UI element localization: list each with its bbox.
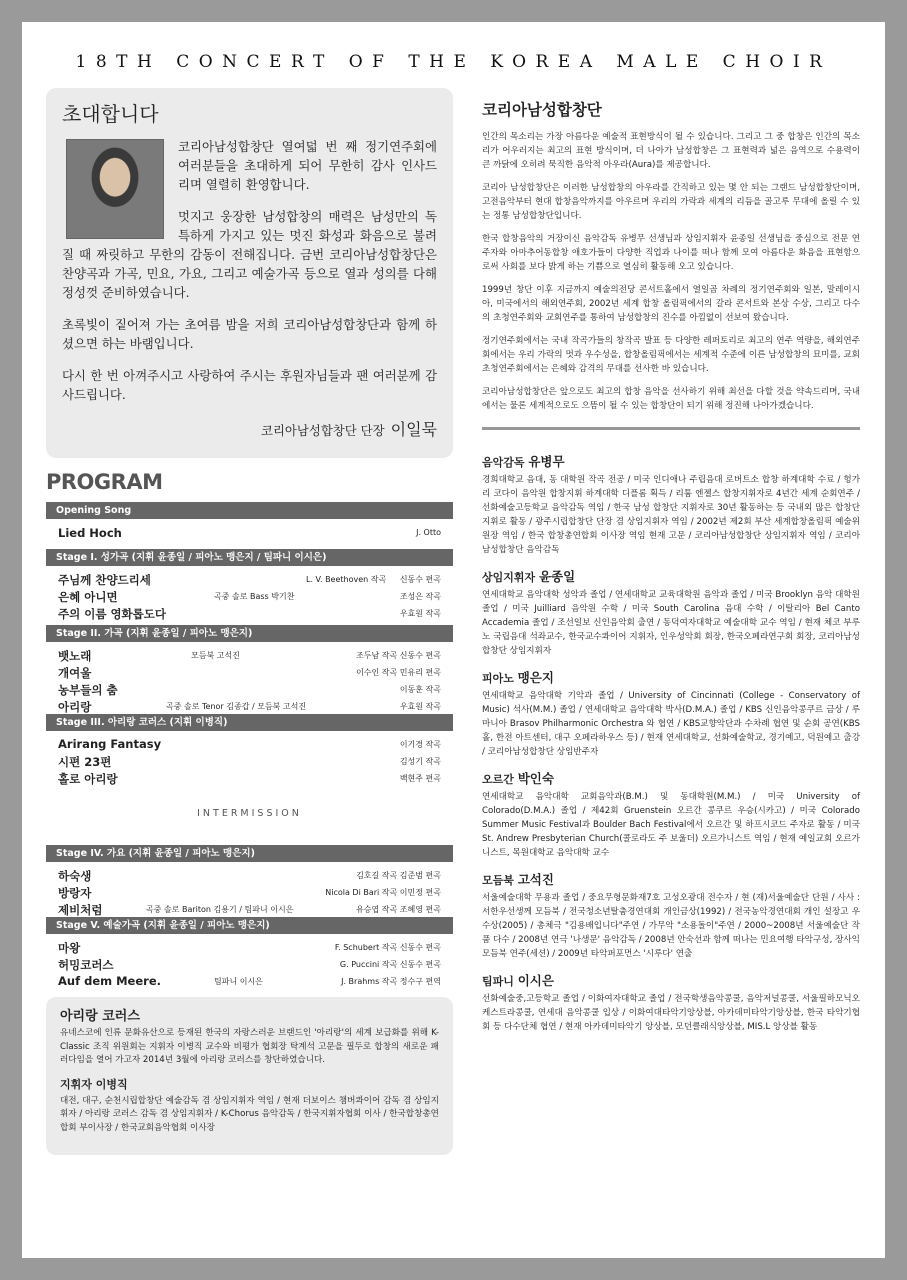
- bio-role: 피아노: [482, 672, 514, 685]
- stage-bar: Opening Song: [46, 502, 453, 519]
- program-row: [46, 769, 453, 786]
- song-credit: 김성기 작곡: [399, 757, 441, 766]
- arirang-text: 유네스코에 인류 문화유산으로 등재된 한국의 자랑스러운 브랜드인 '아리랑'의 세계 보급화를 위해 K-Classic 조직 위원회는 지휘자 이병직 교수와 비평가 협회장 탁계석 고문을 필두로 합창의 새로운 패러다임을 열어 가고자 2014년 3월에 아리랑 코러스를 창단하였습니다.: [60, 1028, 439, 1065]
- song-title: 농부들의 춤: [58, 683, 118, 697]
- song-title: 은혜 아니면: [58, 590, 118, 604]
- stage-bar: Stage I. 성가곡 (지휘 윤종일 / 피아노 맹은지 / 팀파니 이시은): [46, 549, 453, 566]
- arirang-conductor-title: 지휘자 이병직: [60, 1077, 128, 1091]
- song-title: 개여울: [58, 666, 92, 680]
- signature-title: 코리아남성합창단 단장: [260, 423, 385, 438]
- invitation-paragraph: 멋지고 웅장한 남성합창의 매력은 남성만의 독특하게 가지고 있는 멋진 화성과 화음으로 불려질 때 짜릿하고 무한의 감동이 전해집니다. 금번 코리아남성합창단은 찬양곡과 가곡, 민요, 가요, 그리고 예술가곡 등으로 열과 성의를 다해 정성껏 준비하였습니다.: [62, 209, 437, 300]
- song-title: 아리랑: [58, 700, 92, 714]
- song-title: 주님께 찬양드리세: [58, 573, 151, 587]
- song-title: Lied Hoch: [58, 526, 122, 540]
- bio-name: 맹은지: [517, 670, 554, 685]
- song-title: 주의 이름 영화롭도다: [58, 607, 166, 621]
- program-title: PROGRAM: [46, 470, 163, 494]
- song-credit: 조성은 작곡: [399, 592, 441, 601]
- program-row: [46, 900, 453, 917]
- bio-text: 경희대학교 음대, 동 대학원 작곡 전공 / 미국 인디애나 주립음대 로버트소 합창 하계대학 수료 / 헝가리 코다이 음악원 합창지휘 하계대학 디플롬 획득 / 리툼 엔젤스 합창지휘자로 4년간 세계 순회연주 / 선화예술고등학교 음악감독 역임 / 한국 남성 합창단 지휘자로 30년 활동하는 등 국내외 많은 합창단 지휘로 활동 / 광주시립합창단 단장 겸 상임지휘자 역임 / 2002년 제2회 부산 세계합창올림픽 예술위원장 역임 / 한국 합창총연합회 이사장 역임 현재 고문 / 코리아남성합창단 상임지휘자 역임 / 코리아남성합창단 음악감독: [482, 475, 860, 555]
- bio-role: 모듬북: [482, 874, 514, 887]
- program-row: [46, 697, 453, 714]
- program-row: [46, 524, 453, 541]
- invitation-paragraph: 코리아남성합창단 열여덟 번 째 정기연주회에 여러분들을 초대하게 되어 무한히 감사 인사드리며 열렬히 환영합니다.: [178, 139, 437, 192]
- about-paragraph: 코리아 남성합창단은 이러한 남성합창의 아우라를 간직하고 있는 몇 안 되는 그랜드 남성합창단이며, 고전음악부터 현대 합창음악까지를 아우르며 우리의 가락과 세계의 리듬을 골고루 무대에 올릴 수 있는 정통 남성합창단입니다.: [482, 183, 860, 221]
- bio-organ: [482, 769, 860, 860]
- bio-name: 윤종일: [538, 569, 576, 584]
- bio-text: 선화예술중,고등학교 졸업 / 이화여자대학교 졸업 / 전국학생음악콩쿨, 음악저널콩쿨, 서울필하모닉오케스트라콩쿨, 연세대 음악콩쿨 입상 / 이화여대타악기앙상블, 아카데미타악기앙상블, 한국 타악기협회 등 다수단체 협연 / 현재 아카데미타악기 앙상블, 모던클래식앙상블, MIS.L 앙상블 활동: [482, 994, 860, 1032]
- song-soloist: 곡중 솔로 Bariton 김용기 / 팀파니 이시은: [146, 905, 294, 914]
- song-soloist: 곡중 솔로 Tenor 김종갑 / 모듬북 고석진: [166, 702, 307, 711]
- song-title: 하숙생: [58, 869, 92, 883]
- about-paragraph: 한국 합창음악의 거장이신 음악감독 유병무 선생님과 상임지휘자 윤종일 선생님을 중심으로 전문 연주자와 아마추어동합창 애호가들이 다양한 직업과 나이를 떠나 함께 모여 아름다운 화음을 표현함으로써 사회를 보다 밝게 하는 기쁨으로 열심히 활동해 오고 있습니다.: [482, 234, 860, 272]
- stage-bar: Stage III. 아리랑 코러스 (지휘 이병직): [46, 714, 453, 731]
- bio-role: 팀파니: [482, 975, 514, 988]
- about-paragraph: 인간의 목소리는 가장 아름다운 예술적 표현방식이 될 수 있습니다. 그리고 그 중 합창은 인간의 목소리가 어우러지는 최고의 표현 방식이며, 더 나아가 남성합창은 그 표현력과 넓은 음역으로 수용력이 큰 까닭에 오히려 묵직한 음악적 아우라(Aura)를 제공합니다.: [482, 132, 860, 170]
- bio-text: 서울예술대학 무용과 졸업 / 중요무형문화재7호 고성오광대 전수자 / 현 (재)서울예술단 단원 / 사사 : 서한우선생께 모듬북 / 전국청소년탈춤경연대회 개인금상(1992) / 전국농악경연대회 개인 설장고 우수상(2005) / 총체극 "김용배입니다"주연 / 가무악 "소용돌이"주연 / 2000~2008년 서울예술단 작품 다수 / 2008년 연극 '나생문' 음악감독 / 2008년 안숙선과 함께 떠나는 민요여행 타악구성, 장사익 모듬북 연주(세션) / 2009년 타악퍼포먼스 '시루다' 연출: [482, 893, 860, 959]
- song-credit: 신동수 편곡: [399, 575, 441, 584]
- program-row: [46, 663, 453, 680]
- program-row: [46, 883, 453, 900]
- bio-name: 이시은: [517, 973, 554, 988]
- bio-text: 연세대학교 음악대학 교회음악과(B.M.) 및 동대학원(M.M.) / 미국 University of Colorado(D.M.A.) 졸업 / 제42회 Gruenstein 오르간 콩쿠르 우승(시카고) / 미국 Colorado Summer Music Festival과 Boulder Bach Festival에서 오르간 및 하프시코드 주자로 활동 / 미국 St. Andrew Presbyterian Church(콜로라도 주 보울더) 오르가니스트 역임 / 현재 예일교회 오르가니스트, 목원대학교 음악대학 교수: [482, 792, 860, 858]
- program-row: [46, 570, 453, 587]
- invitation-title: 초대합니다: [62, 102, 159, 126]
- song-credit: 이기경 작곡: [399, 740, 441, 749]
- song-credit: 유승엽 작곡 조혜영 편곡: [356, 905, 441, 914]
- song-soloist: 모듬북 고석진: [191, 651, 240, 660]
- bio-role: 오르간: [482, 773, 514, 786]
- song-credit: G. Puccini 작곡 신동수 편곡: [339, 960, 441, 969]
- song-title: 뱃노래: [58, 649, 92, 663]
- bio-text: 연세대학교 음악대학 기악과 졸업 / University of Cincinnati (College - Conservatory of Music) 석사(M.M.) 졸업 / 연세대학교 음악대학 박사(D.M.A.) 졸업 / KBS 신인음악콩쿠르 금상 / 루마니아 Brasov Philharmonic Orchestra 와 협연 / KBS교향악단과 수차례 협연 및 순회 공연(KBS홀, 한전 아트센터, 대구 오페라하우스 등) / 현재 연세대학교, 선화예술학교, 경기예고, 덕원예고 출강 / 코리아남성합창단 상임반주자: [482, 691, 860, 757]
- bio-name: 박인숙: [517, 771, 554, 786]
- song-credit: 우효원 작곡: [399, 702, 441, 711]
- song-credit: J. Otto: [416, 528, 441, 537]
- arirang-title: 아리랑 코러스: [60, 1009, 140, 1024]
- stage-bar: Stage V. 예술가곡 (지휘 윤종일 / 피아노 맹은지): [46, 917, 453, 934]
- arirang-chorus-box: [46, 997, 453, 1155]
- right-column: [482, 88, 860, 1044]
- bio-music-director: [482, 452, 860, 557]
- bio-drum: [482, 870, 860, 961]
- song-credit: J. Brahms 작곡 정수구 편역: [341, 977, 441, 986]
- song-soloist: 팀파니 이시은: [214, 977, 263, 986]
- song-credit: 이동훈 작곡: [399, 685, 441, 694]
- bio-timpani: [482, 971, 860, 1034]
- program-row: [46, 587, 453, 604]
- arirang-conductor-text: 대전, 대구, 순천시립합창단 예술감독 겸 상임지휘자 역임 / 현재 더보이스 챔버콰이어 감독 겸 상임지휘자 / 아리랑 코러스 감독 겸 상임지휘자 / K-Chorus 음악감독 / 한국지휘자협회 이사 / 한국합창총연합회 부이사장 / 한국교회음악협회 이사장: [60, 1095, 439, 1133]
- stage-bar: Stage II. 가곡 (지휘 윤종일 / 피아노 맹은지): [46, 625, 453, 642]
- song-credit: 이수인 작곡 민유리 편곡: [356, 668, 441, 677]
- program-row: [46, 938, 453, 955]
- song-credit: F. Schubert 작곡 신동수 편곡: [334, 943, 441, 952]
- bio-heading: [482, 567, 860, 585]
- song-credit: 조두남 작곡 신동수 편곡: [356, 651, 441, 660]
- intermission-label: INTERMISSION: [197, 808, 302, 819]
- bio-role: 음악감독: [482, 456, 525, 469]
- song-title: 제비처럼: [58, 903, 103, 917]
- song-title: 허밍코러스: [58, 958, 114, 972]
- song-title: 방랑자: [58, 886, 92, 900]
- bio-heading: [482, 769, 860, 787]
- song-credit: 백현주 편곡: [399, 774, 441, 783]
- left-column: [46, 88, 453, 1155]
- program-row: [46, 680, 453, 697]
- program-row: [46, 752, 453, 769]
- bio-heading: [482, 870, 860, 888]
- song-credit: Nicola Di Bari 작곡 이민정 편곡: [325, 888, 441, 897]
- song-title: 홀로 아리랑: [58, 772, 118, 786]
- program-row: [46, 604, 453, 621]
- bio-conductor: [482, 567, 860, 658]
- bio-text: 연세대학교 음악대학 성악과 졸업 / 연세대학교 교육대학원 음악과 졸업 / 미국 Brooklyn 음악 대학원 졸업 / 미국 Juilliard 음악원 수학 / 미국 South Carolina 음대 수학 / 이탈리아 Bel Canto Accademia 졸업 / 조선일보 신인음악회 출연 / 동덕여자대학교 예술대학 교수 역임 / 현재 체코 부루노 국립음대 석좌교수, 한국교수콰이어 지휘자, 인우성악회 회장, 한국오페라연구회 회장, 코리아남성합창단 상임지휘자: [482, 590, 860, 656]
- director-photo: [66, 139, 164, 239]
- program-row: [46, 866, 453, 883]
- stage-bar: Stage IV. 가요 (지휘 윤종일 / 피아노 맹은지): [46, 845, 453, 862]
- song-title: 마왕: [58, 941, 81, 955]
- invitation-paragraph: 다시 한 번 아껴주시고 사랑하여 주시는 후원자님들과 팬 여러분께 감사드립니다.: [62, 368, 437, 402]
- song-composer: L. V. Beethoven 작곡: [306, 575, 387, 584]
- bio-heading: [482, 971, 860, 989]
- invitation-box: [46, 88, 453, 458]
- song-title: Arirang Fantasy: [58, 737, 162, 751]
- about-paragraph: 1999년 창단 이후 지금까지 예술의전당 콘서트홀에서 열일곱 차례의 정기연주회와 일본, 말레이시아, 미국에서의 해외연주회, 2002년 세계 합창 올림픽에서의 갈라 콘서트와 본상 수상, 그리고 다수의 초청연주회와 교회연주를 통하여 남성합창의 진수를 아낌없이 선보여 왔습니다.: [482, 285, 860, 323]
- bio-name: 유병무: [528, 454, 565, 469]
- signature-name: 이일묵: [390, 420, 437, 439]
- song-credit: 김호길 작곡 김준범 편곡: [356, 871, 441, 880]
- about-paragraph: 코리아남성합창단은 앞으로도 최고의 합창 음악을 선사하기 위해 최선을 다할 것을 약속드리며, 국내에서는 물론 세계적으로도 으뜸이 될 수 있는 합창단이 되기 위해 정진해 나아가겠습니다.: [482, 387, 860, 411]
- invitation-paragraph: 초록빛이 짙어져 가는 초여름 밤을 저희 코리아남성합창단과 함께 하셨으면 하는 바램입니다.: [62, 317, 437, 351]
- about-title: 코리아남성합창단: [482, 101, 602, 119]
- program-page: [22, 22, 885, 1258]
- song-soloist: 곡중 솔로 Bass 박기찬: [214, 592, 295, 601]
- song-credit: 우효원 작곡: [399, 609, 441, 618]
- song-title: 시편 23편: [58, 755, 112, 769]
- section-divider: [482, 427, 860, 430]
- invitation-signature: [62, 417, 437, 440]
- concert-header: 18TH CONCERT OF THE KOREA MALE CHOIR: [75, 52, 832, 72]
- about-paragraph: 정기연주회에서는 국내 작곡가들의 창작곡 발표 등 다양한 레퍼토리로 최고의 연주 역량을, 해외연주회에서는 우리 가락의 멋과 우수성을, 합창올림픽에서는 세계적 수준에 이른 남성합창의 묘미를, 교회 초청연주회에서는 은혜와 감격의 무대를 선사한 바 있습니다.: [482, 336, 860, 374]
- bio-name: 고석진: [517, 872, 554, 887]
- bio-heading: [482, 668, 860, 686]
- song-title: Auf dem Meere.: [58, 974, 161, 988]
- bio-role: 상임지휘자: [482, 571, 536, 584]
- program-row: [46, 646, 453, 663]
- program-row: [46, 972, 453, 989]
- program-row: [46, 735, 453, 752]
- bio-piano: [482, 668, 860, 759]
- bio-heading: [482, 452, 860, 470]
- program-row: [46, 955, 453, 972]
